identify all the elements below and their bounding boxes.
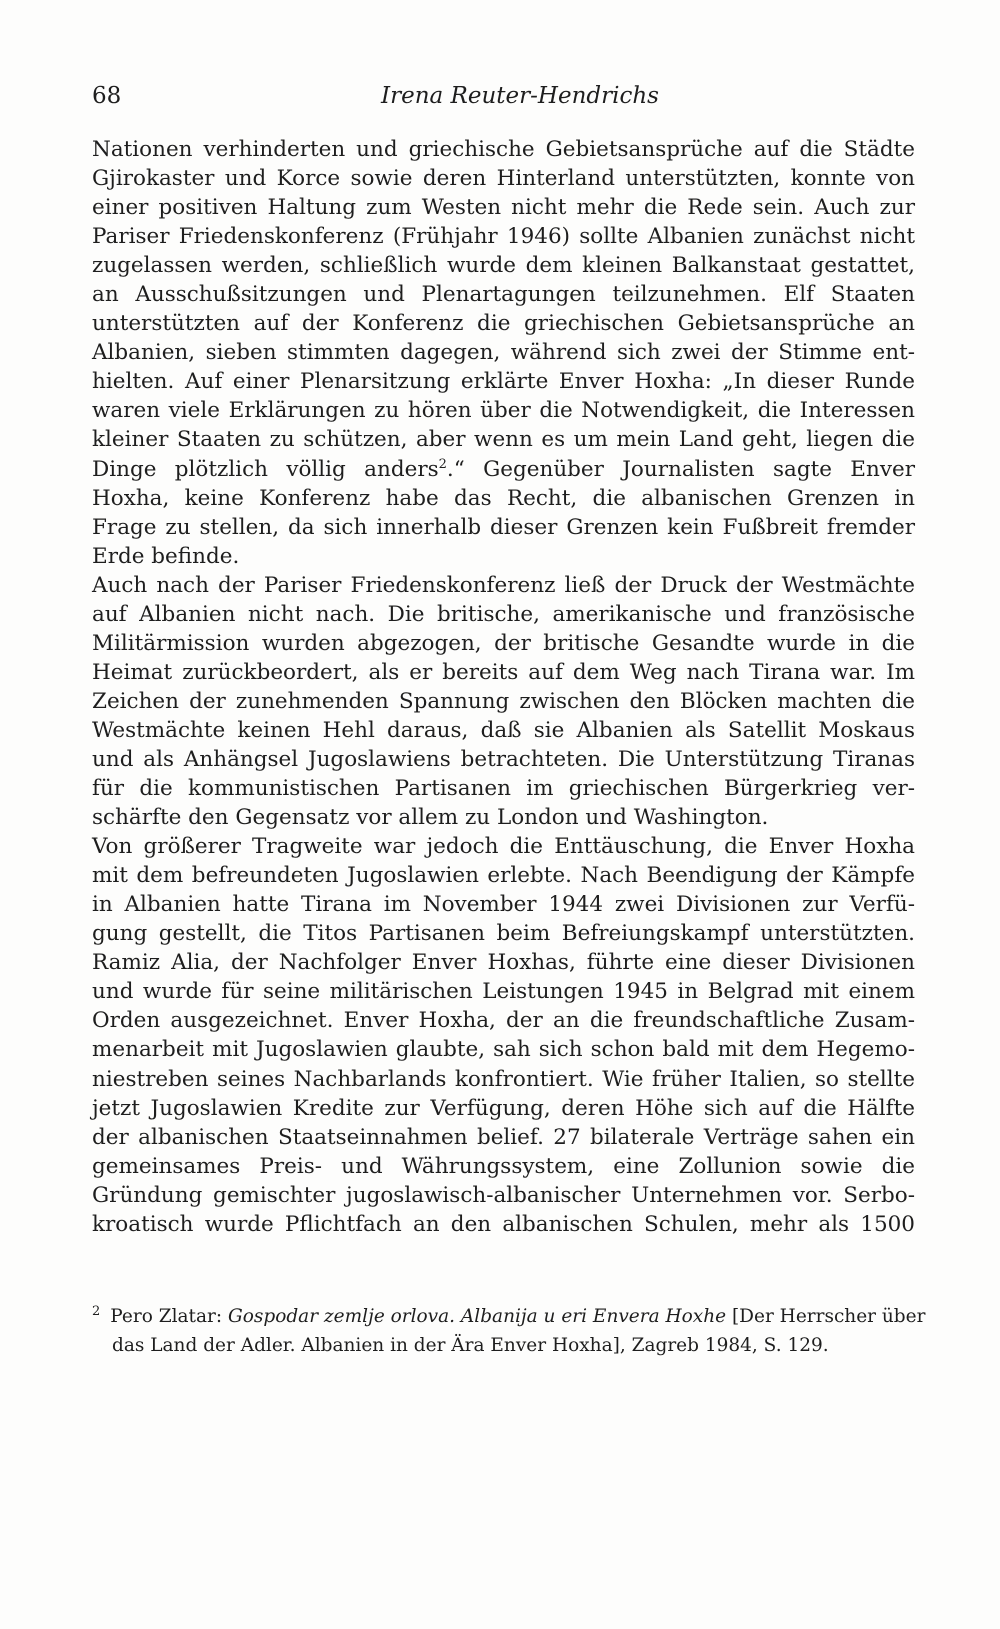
text-line: kroatisch wurde Pflichtfach an den albanischen Schulen, mehr als 1500 (92, 1211, 915, 1237)
text-line: einer positiven Haltung zum Westen nicht mehr die Rede sein. Auch zur (92, 195, 915, 221)
body-text (92, 135, 915, 1239)
footnote-line (92, 1297, 926, 1331)
text-line-with-footnote-ref (92, 455, 915, 484)
text-line: jetzt Jugoslawien Kredite zur Verfügung, deren Höhe sich auf die Hälfte (92, 1095, 915, 1121)
text-line: waren viele Erklärungen zu hören über die Notwendigkeit, die Interessen (92, 398, 915, 424)
text-line: Von größerer Tragweite war jedoch die Enttäuschung, die Enver Hoxha (92, 834, 915, 860)
text-line: niestreben seines Nachbarlands konfrontiert. Wie früher Italien, so stellte (92, 1066, 915, 1092)
footnote-reference: 2 (438, 456, 447, 472)
text-line: an Ausschußsitzungen und Plenartagungen teilzunehmen. Elf Staaten (92, 282, 915, 308)
text-line: Frage zu stellen, da sich innerhalb dieser Grenzen kein Fußbreit fremder (92, 514, 915, 540)
text-segment: .“ Gegenüber Journalisten sagte Enver (446, 456, 915, 482)
text-line: Orden ausgezeichnet. Enver Hoxha, der an die freundschaftliche Zusam- (92, 1008, 915, 1034)
text-line: für die kommunistischen Partisanen im griechischen Bürgerkrieg ver- (92, 776, 915, 802)
footnote-text: [Der Herrscher über (726, 1306, 926, 1328)
text-line: Erde befinde. (92, 543, 240, 569)
text-line: mit dem befreundeten Jugoslawien erlebte. Nach Beendigung der Kämpfe (92, 863, 915, 889)
text-line: Albanien, sieben stimmten dagegen, während sich zwei der Stimme ent- (92, 340, 915, 366)
page-number: 68 (92, 83, 122, 109)
text-line: Hoxha, keine Konferenz habe das Recht, die albanischen Grenzen in (92, 485, 915, 511)
text-line: unterstützten auf der Konferenz die griechischen Gebietsansprüche an (92, 311, 915, 337)
footnote-author: Pero Zlatar: (110, 1306, 228, 1328)
text-line: und als Anhängsel Jugoslawiens betrachteten. Die Unterstützung Tiranas (92, 746, 915, 772)
text-line: Gründung gemischter jugoslawisch-albanischer Unternehmen vor. Serbo- (92, 1182, 915, 1208)
text-line: kleiner Staaten zu schützen, aber wenn es um mein Land geht, liegen die (92, 427, 915, 453)
text-line: gung gestellt, die Titos Partisanen beim Befreiungskampf unterstützten. (92, 921, 915, 947)
running-head: Irena Reuter-Hendrichs (381, 83, 659, 109)
footnote-mark: 2 (92, 1304, 101, 1319)
text-line: und wurde für seine militärischen Leistungen 1945 in Belgrad mit einem (92, 979, 915, 1005)
text-line: schärfte den Gegensatz vor allem zu London und Washington. (92, 805, 769, 831)
text-line: Gjirokaster und Korce sowie deren Hinterland unterstützten, konnte von (92, 166, 915, 192)
text-line: Militärmission wurden abgezogen, der britische Gesandte wurde in die (92, 630, 915, 656)
footnote-line: das Land der Adler. Albanien in der Ära Enver Hoxha], Zagreb 1984, S. 129. (112, 1335, 829, 1357)
text-line: Auch nach der Pariser Friedenskonferenz ließ der Druck der Westmächte (92, 572, 915, 598)
footnote (92, 1297, 926, 1360)
text-line: menarbeit mit Jugoslawien glaubte, sah sich schon bald mit dem Hegemo- (92, 1037, 915, 1063)
text-line: gemeinsames Preis- und Währungssystem, eine Zollunion sowie die (92, 1153, 915, 1179)
text-line: Pariser Friedenskonferenz (Frühjahr 1946) sollte Albanien zunächst nicht (92, 224, 915, 250)
text-line: zugelassen werden, schließlich wurde dem kleinen Balkanstaat gestattet, (92, 253, 915, 279)
footnote-title: Gospodar zemlje orlova. Albanija u eri Envera Hoxhe (227, 1306, 727, 1328)
text-line: Heimat zurückbeordert, als er bereits auf dem Weg nach Tirana war. Im (92, 659, 915, 685)
text-line: Ramiz Alia, der Nachfolger Enver Hoxhas, führte eine dieser Divisionen (92, 950, 915, 976)
text-line: der albanischen Staatseinnahmen belief. 27 bilaterale Verträge sahen ein (92, 1124, 915, 1150)
text-line: hielten. Auf einer Plenarsitzung erklärte Enver Hoxha: „In dieser Runde (92, 369, 915, 395)
text-line: Zeichen der zunehmenden Spannung zwischen den Blöcken machten die (92, 688, 915, 714)
text-line: auf Albanien nicht nach. Die britische, amerikanische und französische (92, 601, 915, 627)
text-line: Nationen verhinderten und griechische Gebietsansprüche auf die Städte (92, 137, 915, 162)
text-segment: Dinge plötzlich völlig anders (92, 456, 439, 482)
text-line: in Albanien hatte Tirana im November 1944 zwei Divisionen zur Verfü- (92, 892, 915, 918)
text-line: Westmächte keinen Hehl daraus, daß sie Albanien als Satellit Moskaus (92, 717, 915, 743)
